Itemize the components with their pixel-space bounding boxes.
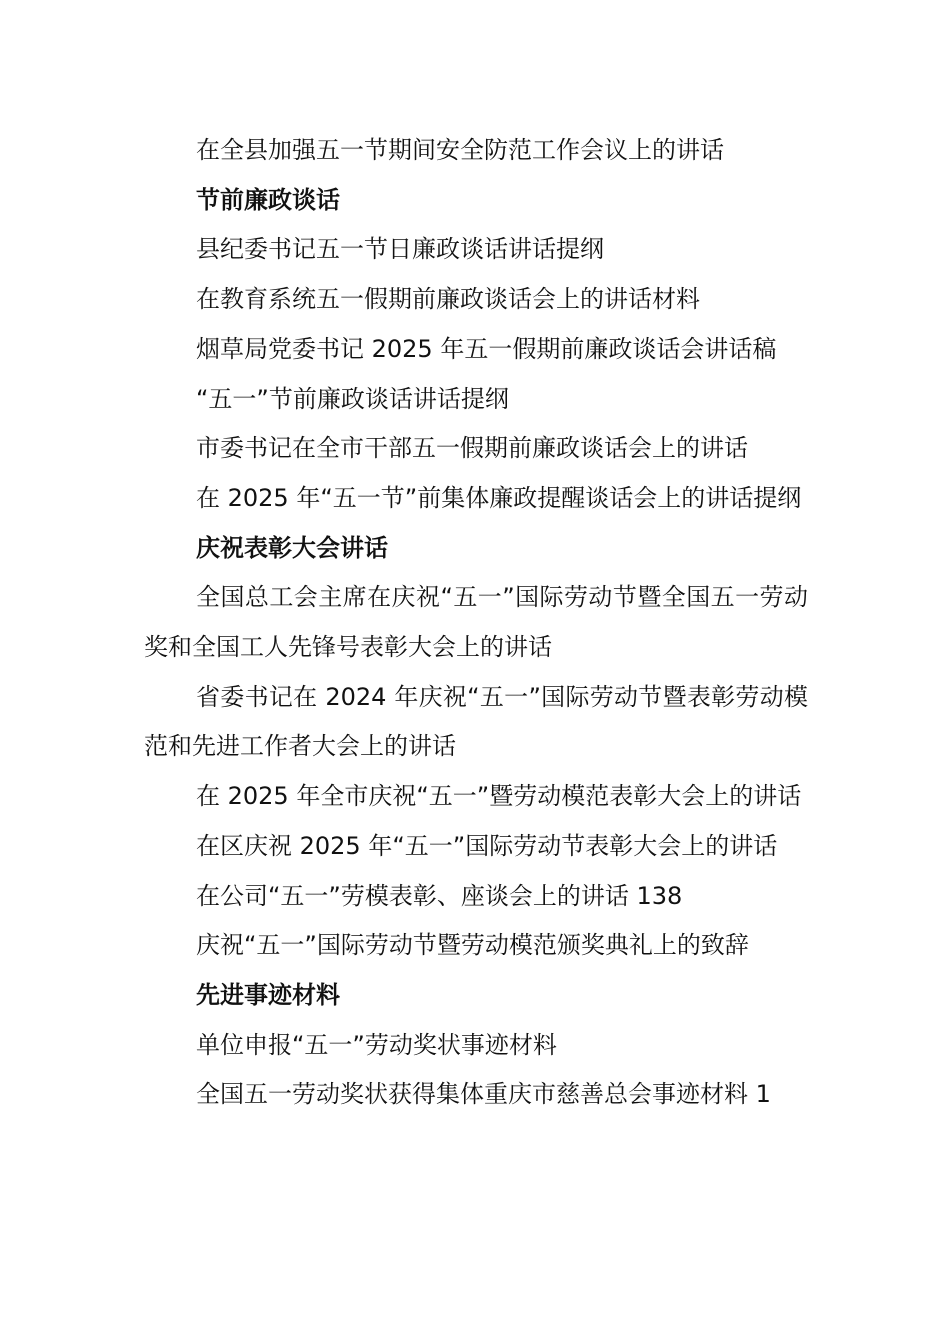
toc-entry: 单位申报“五一”劳动奖状事迹材料 [196,1030,557,1059]
toc-entry: 在 2025 年全市庆祝“五一”暨劳动模范表彰大会上的讲话 [196,782,802,811]
toc-entry: 全国总工会主席在庆祝“五一”国际劳动节暨全国五一劳动奖和全国工人先锋号表彰大会上的讲话 [144,583,808,662]
toc-entry: 在公司“五一”劳模表彰、座谈会上的讲话 138 [196,881,683,910]
toc-entry: 庆祝“五一”国际劳动节暨劳动模范颁奖典礼上的致辞 [196,931,749,960]
section-heading: 节前廉政谈话 [196,185,340,214]
toc-entry: 在全县加强五一节期间安全防范工作会议上的讲话 [196,136,724,164]
section-heading: 庆祝表彰大会讲话 [196,533,388,562]
toc-entry: 在 2025 年“五一节”前集体廉政提醒谈话会上的讲话提纲 [196,483,802,512]
toc-entry: 省委书记在 2024 年庆祝“五一”国际劳动节暨表彰劳动模范和先进工作者大会上的讲话 [144,682,808,761]
document-body [144,126,808,1120]
toc-entry: 在教育系统五一假期前廉政谈话会上的讲话材料 [196,285,700,314]
toc-entry: 全国五一劳动奖状获得集体重庆市慈善总会事迹材料 1 [196,1080,771,1109]
toc-entry: 县纪委书记五一节日廉政谈话讲话提纲 [196,235,604,264]
toc-entry: “五一”节前廉政谈话讲话提纲 [196,384,509,413]
toc-entry: 烟草局党委书记 2025 年五一假期前廉政谈话会讲话稿 [196,334,777,363]
toc-entry: 在区庆祝 2025 年“五一”国际劳动节表彰大会上的讲话 [196,831,778,860]
toc-entry: 市委书记在全市干部五一假期前廉政谈话会上的讲话 [196,434,748,463]
section-heading: 先进事迹材料 [196,980,340,1009]
